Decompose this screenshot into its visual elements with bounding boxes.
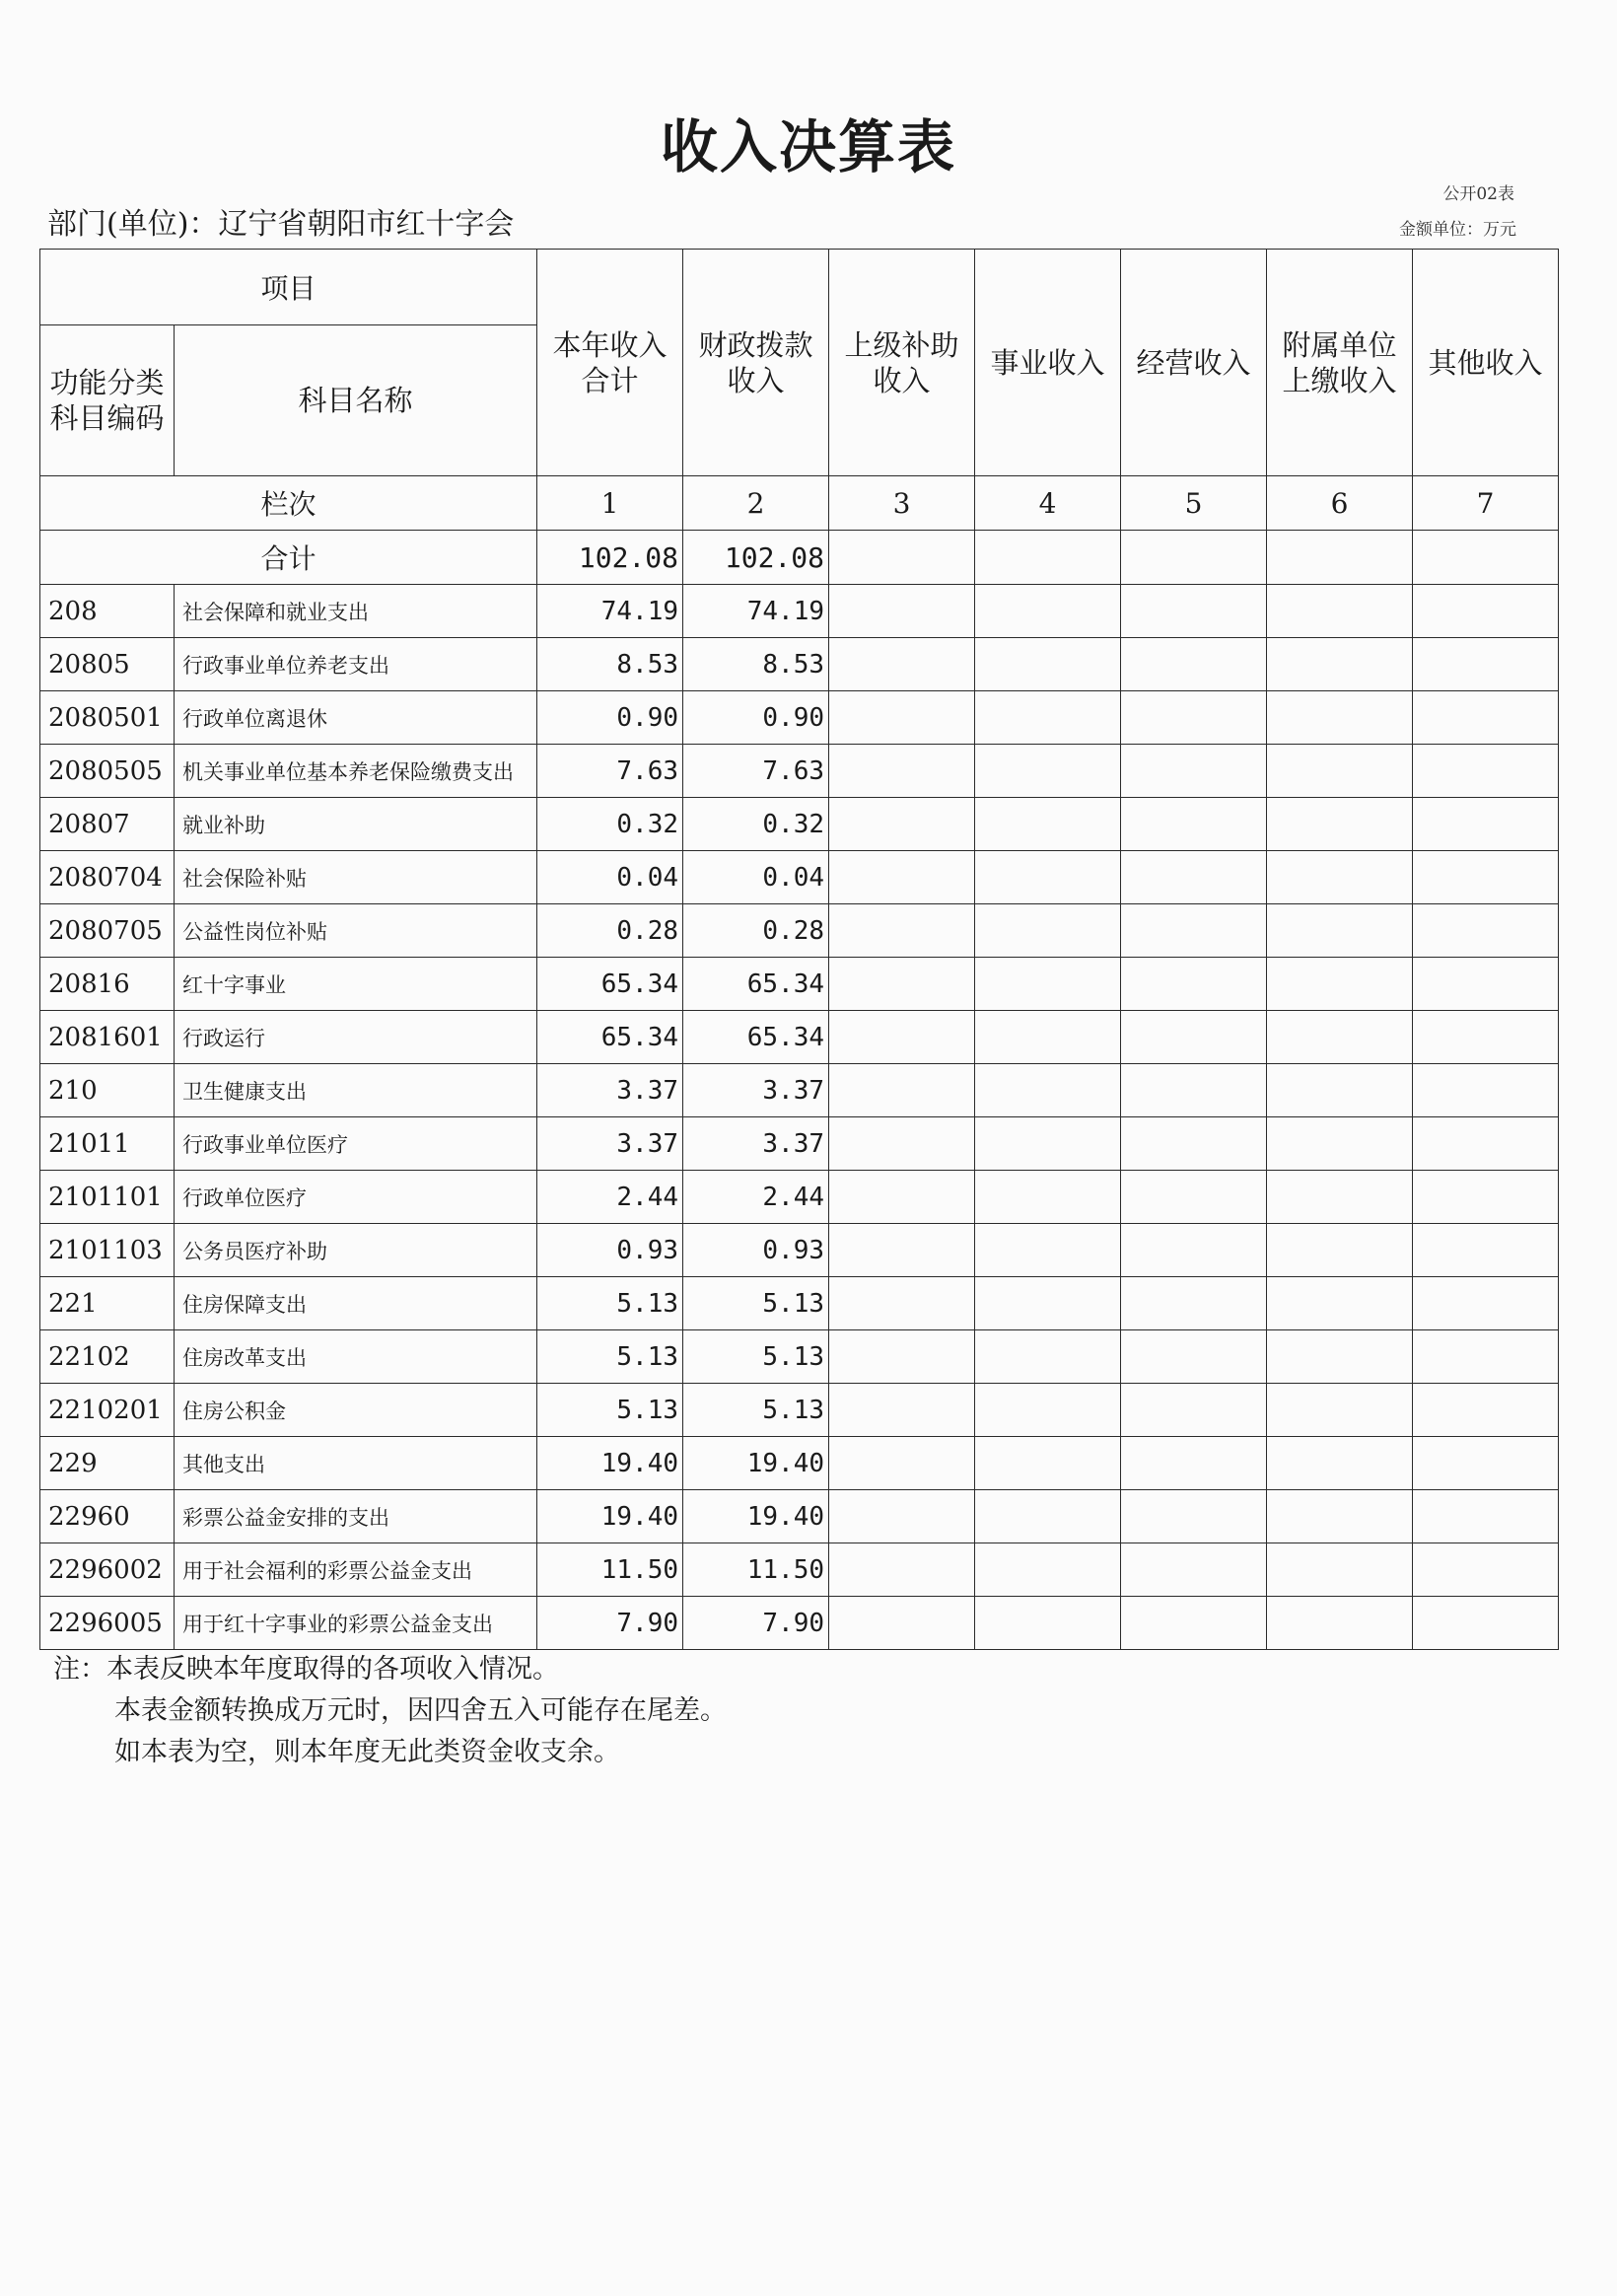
empty-cell (1267, 798, 1413, 851)
empty-cell (1121, 691, 1267, 745)
row-total-income: 0.93 (537, 1224, 683, 1277)
empty-cell (829, 1277, 975, 1330)
table-row (40, 1011, 1559, 1064)
row-fiscal-income: 7.90 (683, 1597, 829, 1650)
notes (53, 1649, 727, 1773)
lanci-num: 6 (1267, 476, 1413, 531)
empty-cell (1267, 1011, 1413, 1064)
empty-cell (1413, 1543, 1559, 1597)
empty-cell (1413, 745, 1559, 798)
row-subject-name: 社会保障和就业支出 (175, 585, 537, 638)
row-total-income: 7.90 (537, 1597, 683, 1650)
empty-cell (975, 1064, 1121, 1117)
header-col-affiliated: 附属单位 上缴收入 (1267, 250, 1413, 476)
empty-cell (1413, 1224, 1559, 1277)
empty-cell (829, 1597, 975, 1650)
table-row (40, 745, 1559, 798)
empty-cell (975, 851, 1121, 904)
empty-cell (829, 1224, 975, 1277)
empty-cell (1121, 1490, 1267, 1543)
row-subject-name: 其他支出 (175, 1437, 537, 1490)
empty-cell (1267, 638, 1413, 691)
row-total-income: 74.19 (537, 585, 683, 638)
row-fiscal-income: 3.37 (683, 1117, 829, 1171)
empty-cell (1121, 638, 1267, 691)
empty-cell (829, 1064, 975, 1117)
table-row (40, 1171, 1559, 1224)
empty-cell (1121, 1330, 1267, 1384)
empty-cell (1121, 1011, 1267, 1064)
row-code: 22102 (40, 1330, 175, 1384)
empty-cell (1121, 585, 1267, 638)
header-col-superior-subsidy: 上级补助 收入 (829, 250, 975, 476)
empty-cell (1413, 1384, 1559, 1437)
row-subject-name: 彩票公益金安排的支出 (175, 1490, 537, 1543)
row-code: 21011 (40, 1117, 175, 1171)
empty-cell (975, 1117, 1121, 1171)
row-total-income: 65.34 (537, 1011, 683, 1064)
header-col-fiscal: 财政拨款 收入 (683, 250, 829, 476)
column-index-row (40, 476, 1559, 531)
row-fiscal-income: 5.13 (683, 1330, 829, 1384)
empty-cell (1267, 1490, 1413, 1543)
empty-cell (1413, 691, 1559, 745)
department-label: 部门(单位)：辽宁省朝阳市红十字会 (47, 207, 515, 242)
empty-cell (829, 798, 975, 851)
lanci-num: 5 (1121, 476, 1267, 531)
empty-cell (1267, 1224, 1413, 1277)
header-col-other: 其他收入 (1413, 250, 1559, 476)
row-code: 2080505 (40, 745, 175, 798)
row-code: 2210201 (40, 1384, 175, 1437)
header-subject-name: 科目名称 (175, 325, 537, 476)
row-fiscal-income: 0.93 (683, 1224, 829, 1277)
lanci-num: 3 (829, 476, 975, 531)
table-row (40, 1597, 1559, 1650)
empty-cell (1267, 958, 1413, 1011)
row-code: 2080704 (40, 851, 175, 904)
empty-cell (1267, 1171, 1413, 1224)
row-code: 20816 (40, 958, 175, 1011)
table-row (40, 1490, 1559, 1543)
empty-cell (975, 1384, 1121, 1437)
row-total-income: 19.40 (537, 1490, 683, 1543)
row-subject-name: 行政单位医疗 (175, 1171, 537, 1224)
row-fiscal-income: 0.04 (683, 851, 829, 904)
note-line: 如本表为空，则本年度无此类资金收支余。 (114, 1737, 620, 1767)
empty-cell (975, 1224, 1121, 1277)
empty-cell (1121, 1064, 1267, 1117)
row-subject-name: 用于红十字事业的彩票公益金支出 (175, 1597, 537, 1650)
row-subject-name: 红十字事业 (175, 958, 537, 1011)
empty-cell (975, 638, 1121, 691)
table-row (40, 1384, 1559, 1437)
empty-cell (1413, 1064, 1559, 1117)
row-subject-name: 住房保障支出 (175, 1277, 537, 1330)
empty-cell (1121, 1117, 1267, 1171)
row-fiscal-income: 2.44 (683, 1171, 829, 1224)
row-code: 20805 (40, 638, 175, 691)
empty-cell (1267, 1543, 1413, 1597)
row-subject-name: 卫生健康支出 (175, 1064, 537, 1117)
row-total-income: 7.63 (537, 745, 683, 798)
empty-cell (829, 638, 975, 691)
row-code: 210 (40, 1064, 175, 1117)
empty-cell (829, 1171, 975, 1224)
table-row (40, 851, 1559, 904)
table-row (40, 1224, 1559, 1277)
table-row (40, 691, 1559, 745)
empty-cell (829, 1384, 975, 1437)
empty-cell (829, 1490, 975, 1543)
empty-cell (1267, 904, 1413, 958)
row-code: 2296002 (40, 1543, 175, 1597)
empty-cell (1267, 1384, 1413, 1437)
row-fiscal-income: 5.13 (683, 1277, 829, 1330)
empty-cell (975, 1437, 1121, 1490)
empty-cell (1121, 1277, 1267, 1330)
empty-cell (1413, 1597, 1559, 1650)
empty-cell (1267, 691, 1413, 745)
row-total-income: 19.40 (537, 1437, 683, 1490)
empty-cell (1413, 1437, 1559, 1490)
empty-cell (1121, 745, 1267, 798)
empty-cell (1413, 1277, 1559, 1330)
row-subject-name: 行政单位离退休 (175, 691, 537, 745)
total-c1: 102.08 (537, 531, 683, 585)
row-subject-name: 行政运行 (175, 1011, 537, 1064)
lanci-label: 栏次 (40, 476, 537, 531)
lanci-num: 7 (1413, 476, 1559, 531)
empty-cell (1267, 745, 1413, 798)
row-subject-name: 机关事业单位基本养老保险缴费支出 (175, 745, 537, 798)
row-total-income: 8.53 (537, 638, 683, 691)
row-total-income: 0.90 (537, 691, 683, 745)
empty-cell (829, 1330, 975, 1384)
row-total-income: 11.50 (537, 1543, 683, 1597)
row-fiscal-income: 0.28 (683, 904, 829, 958)
empty-cell (1121, 1171, 1267, 1224)
row-subject-name: 用于社会福利的彩票公益金支出 (175, 1543, 537, 1597)
table-row (40, 958, 1559, 1011)
row-fiscal-income: 65.34 (683, 958, 829, 1011)
empty-cell (1413, 1330, 1559, 1384)
row-total-income: 5.13 (537, 1330, 683, 1384)
empty-cell (1121, 1384, 1267, 1437)
table-row (40, 585, 1559, 638)
row-code: 2080501 (40, 691, 175, 745)
row-fiscal-income: 5.13 (683, 1384, 829, 1437)
row-subject-name: 行政事业单位养老支出 (175, 638, 537, 691)
empty-cell (829, 1437, 975, 1490)
empty-cell (975, 1277, 1121, 1330)
total-c2: 102.08 (683, 531, 829, 585)
row-code: 2296005 (40, 1597, 175, 1650)
empty-cell (1121, 798, 1267, 851)
row-total-income: 5.13 (537, 1277, 683, 1330)
table-row (40, 904, 1559, 958)
row-fiscal-income: 7.63 (683, 745, 829, 798)
row-subject-name: 住房公积金 (175, 1384, 537, 1437)
row-total-income: 65.34 (537, 958, 683, 1011)
empty-cell (1413, 1117, 1559, 1171)
empty-cell (1267, 851, 1413, 904)
empty-cell (1413, 585, 1559, 638)
empty-cell (1267, 1597, 1413, 1650)
row-fiscal-income: 19.40 (683, 1490, 829, 1543)
row-code: 221 (40, 1277, 175, 1330)
empty-cell (975, 1330, 1121, 1384)
row-total-income: 5.13 (537, 1384, 683, 1437)
empty-cell (1121, 904, 1267, 958)
table-row (40, 1277, 1559, 1330)
row-code: 2101103 (40, 1224, 175, 1277)
row-subject-name: 行政事业单位医疗 (175, 1117, 537, 1171)
table-row (40, 798, 1559, 851)
row-code: 2101101 (40, 1171, 175, 1224)
empty-cell (975, 745, 1121, 798)
row-total-income: 0.32 (537, 798, 683, 851)
table-row (40, 1437, 1559, 1490)
empty-cell (1267, 1277, 1413, 1330)
empty-cell (975, 798, 1121, 851)
empty-cell (975, 1011, 1121, 1064)
table-row (40, 1330, 1559, 1384)
empty-cell (829, 585, 975, 638)
header-col-business: 事业收入 (975, 250, 1121, 476)
empty-cell (829, 904, 975, 958)
empty-cell (829, 691, 975, 745)
empty-cell (829, 851, 975, 904)
row-total-income: 3.37 (537, 1117, 683, 1171)
row-subject-name: 社会保险补贴 (175, 851, 537, 904)
row-subject-name: 公益性岗位补贴 (175, 904, 537, 958)
row-code: 208 (40, 585, 175, 638)
empty-cell (1121, 1224, 1267, 1277)
empty-cell (829, 958, 975, 1011)
note-line: 本表金额转换成万元时，因四舍五入可能存在尾差。 (114, 1695, 727, 1726)
header-col-total: 本年收入 合计 (537, 250, 683, 476)
page-title: 收入决算表 (660, 113, 956, 180)
table-row (40, 1543, 1559, 1597)
row-subject-name: 住房改革支出 (175, 1330, 537, 1384)
lanci-num: 4 (975, 476, 1121, 531)
form-number: 公开02表 (1442, 184, 1514, 204)
empty-cell (1413, 1490, 1559, 1543)
header-col-operating: 经营收入 (1121, 250, 1267, 476)
row-subject-name: 就业补助 (175, 798, 537, 851)
empty-cell (975, 1171, 1121, 1224)
empty-cell (829, 1117, 975, 1171)
amount-unit: 金额单位：万元 (1399, 220, 1516, 240)
empty-cell (1267, 1330, 1413, 1384)
empty-cell (1413, 904, 1559, 958)
lanci-num: 2 (683, 476, 829, 531)
table-row (40, 1117, 1559, 1171)
empty-cell (1121, 851, 1267, 904)
row-fiscal-income: 19.40 (683, 1437, 829, 1490)
row-subject-name: 公务员医疗补助 (175, 1224, 537, 1277)
empty-cell (975, 585, 1121, 638)
empty-cell (975, 904, 1121, 958)
empty-cell (1413, 851, 1559, 904)
row-code: 2080705 (40, 904, 175, 958)
empty-cell (1121, 958, 1267, 1011)
row-code: 20807 (40, 798, 175, 851)
empty-cell (1121, 1543, 1267, 1597)
row-fiscal-income: 65.34 (683, 1011, 829, 1064)
income-table (39, 249, 1559, 1650)
row-total-income: 2.44 (537, 1171, 683, 1224)
empty-cell (1267, 1117, 1413, 1171)
empty-cell (1121, 1597, 1267, 1650)
empty-cell (1267, 1064, 1413, 1117)
row-code: 229 (40, 1437, 175, 1490)
total-row (40, 531, 1559, 585)
row-fiscal-income: 74.19 (683, 585, 829, 638)
empty-cell (1413, 798, 1559, 851)
table-row (40, 1064, 1559, 1117)
header-func-code: 功能分类 科目编码 (40, 325, 175, 476)
row-total-income: 0.28 (537, 904, 683, 958)
row-total-income: 3.37 (537, 1064, 683, 1117)
empty-cell (1267, 585, 1413, 638)
empty-cell (829, 1543, 975, 1597)
empty-cell (975, 1543, 1121, 1597)
empty-cell (975, 691, 1121, 745)
row-fiscal-income: 11.50 (683, 1543, 829, 1597)
empty-cell (1121, 1437, 1267, 1490)
empty-cell (829, 745, 975, 798)
row-fiscal-income: 0.32 (683, 798, 829, 851)
lanci-num: 1 (537, 476, 683, 531)
empty-cell (975, 958, 1121, 1011)
empty-cell (1267, 1437, 1413, 1490)
table-row (40, 638, 1559, 691)
empty-cell (975, 1597, 1121, 1650)
row-fiscal-income: 8.53 (683, 638, 829, 691)
row-code: 22960 (40, 1490, 175, 1543)
empty-cell (829, 1011, 975, 1064)
note-line: 注：本表反映本年度取得的各项收入情况。 (53, 1654, 559, 1685)
empty-cell (1413, 638, 1559, 691)
header-xiangmu: 项目 (40, 250, 537, 325)
row-total-income: 0.04 (537, 851, 683, 904)
empty-cell (1413, 1171, 1559, 1224)
row-code: 2081601 (40, 1011, 175, 1064)
row-fiscal-income: 3.37 (683, 1064, 829, 1117)
empty-cell (1413, 958, 1559, 1011)
row-fiscal-income: 0.90 (683, 691, 829, 745)
empty-cell (1413, 1011, 1559, 1064)
empty-cell (975, 1490, 1121, 1543)
total-label: 合计 (40, 531, 537, 585)
